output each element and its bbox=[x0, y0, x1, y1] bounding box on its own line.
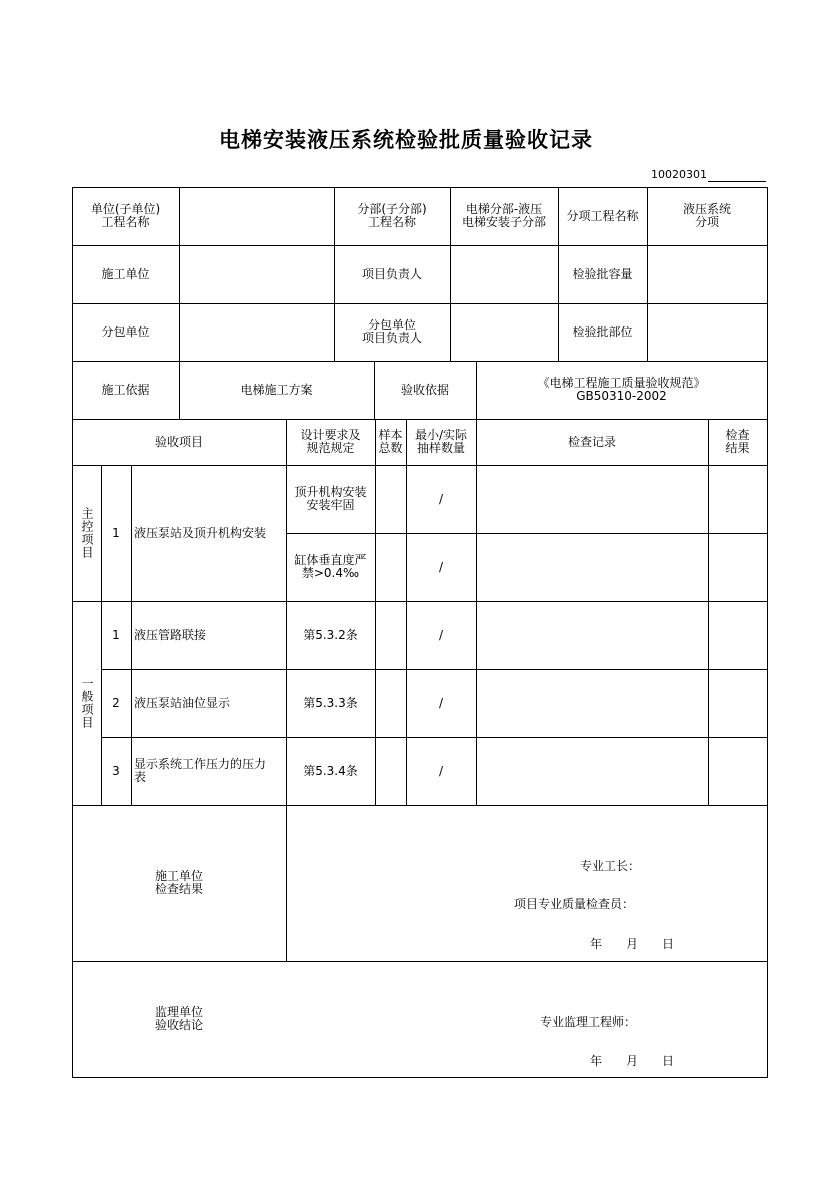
column-header-result: 检查 结果 bbox=[725, 428, 750, 455]
unit-value[interactable] bbox=[179, 187, 334, 245]
supervisor-engineer-signature[interactable]: 专业监理工程师： bbox=[540, 1015, 637, 1029]
contractor-label: 施工单位 bbox=[101, 266, 150, 281]
main-item-sample-count[interactable]: / bbox=[438, 559, 444, 574]
page-title: 电梯安装液压系统检验批质量验收记录 bbox=[219, 127, 593, 152]
acceptance-basis-value[interactable]: 《电梯工程施工质量验收规范》 GB50310-2002 bbox=[537, 376, 706, 403]
general-item-requirement: 第5.3.2条 bbox=[303, 627, 358, 642]
general-item-sample-total[interactable] bbox=[375, 601, 406, 669]
contractor-check-label: 施工单位 检查结果 bbox=[154, 869, 203, 896]
sub-manager-value[interactable] bbox=[450, 303, 558, 361]
general-item-result[interactable] bbox=[708, 669, 767, 737]
column-header-min-sample: 最小/实际 抽样数量 bbox=[414, 428, 468, 455]
unit-label: 单位(子单位) 工程名称 bbox=[90, 202, 161, 229]
column-header-sample-total: 样本 总数 bbox=[378, 428, 403, 455]
manager-value[interactable] bbox=[450, 245, 558, 303]
general-item-requirement: 第5.3.4条 bbox=[303, 763, 358, 778]
manager-label: 项目负责人 bbox=[361, 266, 422, 281]
basis-value[interactable]: 电梯施工方案 bbox=[240, 382, 313, 397]
division-label: 分部(子分部) 工程名称 bbox=[357, 202, 427, 229]
table-border-bottom bbox=[72, 1077, 768, 1078]
general-item-no: 1 bbox=[112, 627, 120, 642]
main-control-label: 主控项目 bbox=[80, 507, 94, 559]
main-item-no: 1 bbox=[112, 525, 120, 540]
general-item-sample-total[interactable] bbox=[375, 669, 406, 737]
main-item-requirement: 缸体垂直度严 禁>0.4‰ bbox=[294, 553, 367, 580]
general-item-no: 3 bbox=[112, 763, 120, 778]
contractor-date[interactable]: 年 月 日 bbox=[590, 937, 675, 951]
main-item-result[interactable] bbox=[708, 533, 767, 601]
division-value[interactable]: 电梯分部-液压 电梯安装子分部 bbox=[461, 202, 546, 229]
general-item-sample-count[interactable]: / bbox=[438, 763, 444, 778]
sub-manager-label: 分包单位 项目负责人 bbox=[361, 318, 422, 345]
contractor-value[interactable] bbox=[179, 245, 334, 303]
main-item-record[interactable] bbox=[476, 533, 708, 601]
main-item-sample-total[interactable] bbox=[375, 533, 406, 601]
general-item-result[interactable] bbox=[708, 737, 767, 805]
supervisor-date[interactable]: 年 月 日 bbox=[590, 1054, 675, 1068]
capacity-value[interactable] bbox=[647, 245, 767, 303]
subitem-label: 分项工程名称 bbox=[566, 208, 639, 223]
main-item-name: 液压泵站及顶升机构安装 bbox=[134, 525, 267, 540]
column-header-design: 设计要求及 规范规定 bbox=[300, 428, 361, 455]
general-item-sample-total[interactable] bbox=[375, 737, 406, 805]
column-header-record: 检查记录 bbox=[567, 434, 616, 449]
general-item-record[interactable] bbox=[476, 737, 708, 805]
capacity-label: 检验批容量 bbox=[572, 266, 633, 281]
column-divider bbox=[131, 465, 132, 805]
location-label: 检验批部位 bbox=[572, 324, 633, 339]
main-item-sample-total[interactable] bbox=[375, 465, 406, 533]
general-item-record[interactable] bbox=[476, 669, 708, 737]
location-value[interactable] bbox=[647, 303, 767, 361]
subcontractor-label: 分包单位 bbox=[101, 324, 150, 339]
basis-label: 施工依据 bbox=[101, 382, 150, 397]
main-item-result[interactable] bbox=[708, 465, 767, 533]
foreman-signature[interactable]: 专业工长： bbox=[580, 859, 641, 873]
acceptance-basis-label: 验收依据 bbox=[400, 382, 449, 397]
general-item-requirement: 第5.3.3条 bbox=[303, 695, 358, 710]
form-code-underline bbox=[708, 181, 766, 182]
general-label: 一般项目 bbox=[80, 677, 94, 729]
general-item-record[interactable] bbox=[476, 601, 708, 669]
general-item-name: 液压管路联接 bbox=[134, 627, 207, 642]
main-item-sample-count[interactable]: / bbox=[438, 491, 444, 506]
table-border-right bbox=[767, 187, 768, 1078]
main-item-record[interactable] bbox=[476, 465, 708, 533]
column-header-item: 验收项目 bbox=[154, 434, 203, 449]
inspection-form-table bbox=[72, 187, 768, 1078]
general-item-result[interactable] bbox=[708, 601, 767, 669]
form-code: 10020301 bbox=[651, 168, 707, 181]
main-item-requirement: 顶升机构安装 安装牢固 bbox=[294, 485, 367, 512]
subcontractor-value[interactable] bbox=[179, 303, 334, 361]
general-item-sample-count[interactable]: / bbox=[438, 695, 444, 710]
general-item-name: 液压泵站油位显示 bbox=[134, 695, 231, 710]
general-item-no: 2 bbox=[112, 695, 120, 710]
general-item-name: 显示系统工作压力的压力 表 bbox=[134, 757, 267, 784]
general-item-sample-count[interactable]: / bbox=[438, 627, 444, 642]
subitem-value[interactable]: 液压系统 分项 bbox=[682, 202, 731, 229]
quality-inspector-signature[interactable]: 项目专业质量检查员： bbox=[514, 897, 635, 911]
supervisor-check-label: 监理单位 验收结论 bbox=[154, 1005, 203, 1032]
